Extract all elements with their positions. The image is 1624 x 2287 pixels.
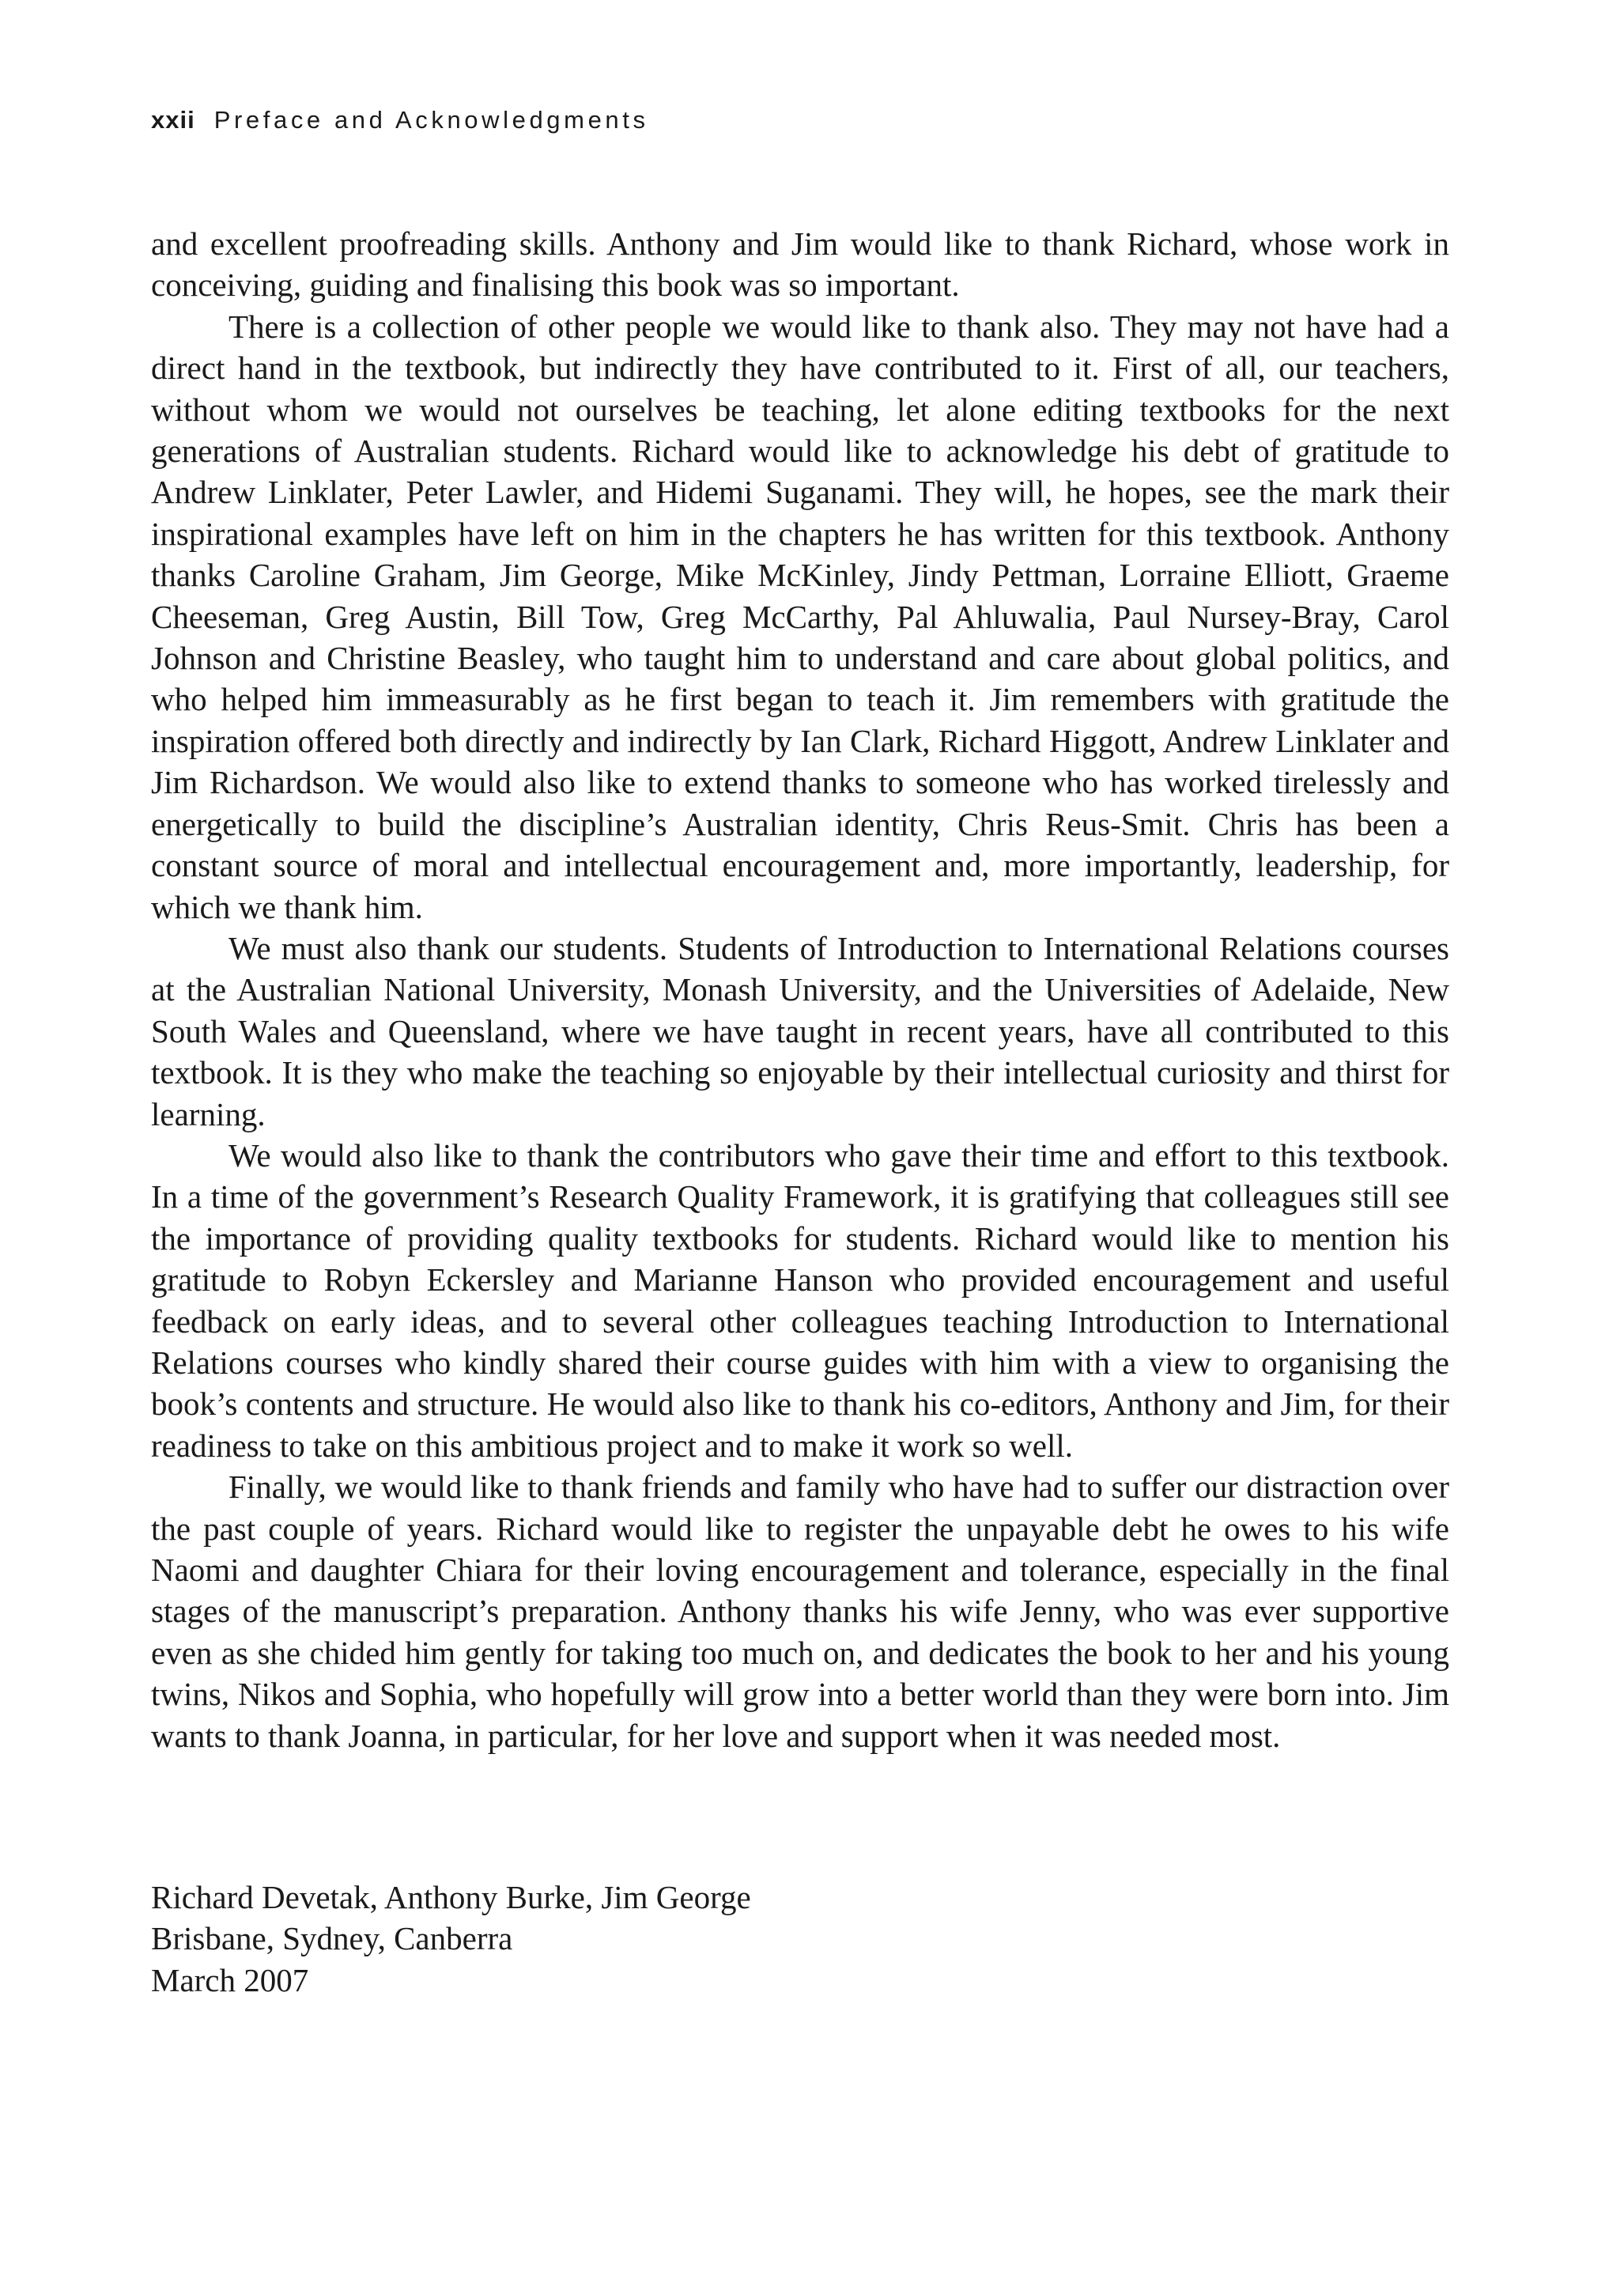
paragraph: Finally, we would like to thank friends and family who have had to suffer our distraction over the past couple of years. Richard would like to register the unpayable debt he owes to his wife Naomi and daughter Chiara for their loving encouragement and tolerance, especially in the final stages of the manuscript’s preparation. Anthony thanks his wife Jenny, who was ever supportive even as she chided him gently for taking too much on, and dedicates the book to her and his young twins, Nikos and Sophia, who hopefully will grow into a better world than they were born into. Jim wants to thank Joanna, in particular, for her love and support when it was needed most. [151,1469,1449,1754]
signoff [151,1877,751,2001]
signoff-authors: Richard Devetak, Anthony Burke, Jim George [151,1879,751,1915]
page-number: xxii [151,106,195,134]
running-title: Preface and Acknowledgments [213,106,649,134]
signoff-date: March 2007 [151,1961,309,1998]
paragraph-continued: and excellent proofreading skills. Anthony and Jim would like to thank Richard, whose work in conceiving, guiding and finalising this book was so important. [151,225,1449,304]
paragraph: We would also like to thank the contributors who gave their time and effort to this textbook. In a time of the government’s Research Quality Framework, it is gratifying that colleagues still see the importance of providing quality textbooks for students. Richard would like to mention his gratitude to Robyn Eckersley and Marianne Hanson who provided encouragement and useful feedback on early ideas, and to several other colleagues teaching Introduction to International Relations courses who kindly shared their course guides with him with a view to organising the book’s contents and structure. He would also like to thank his co-editors, Anthony and Jim, for their readiness to take on this ambitious project and to make it work so well. [151,1136,1449,1464]
paragraph: We must also thank our students. Students of Introduction to International Relations courses at the Australian National University, Monash University, and the Universities of Adelaide, New South Wales and Queensland, where we have taught in recent years, have all contributed to this textbook. It is they who make the teaching so enjoyable by their intellectual curiosity and thirst for learning. [151,929,1449,1132]
body-text [151,223,1449,1756]
signoff-places: Brisbane, Sydney, Canberra [151,1920,513,1957]
running-head [151,108,649,132]
paragraph: There is a collection of other people we would like to thank also. They may not have had a direct hand in the textbook, but indirectly they have contributed to it. First of all, our teachers, without whom we would not ourselves be teaching, let alone editing textbooks for the next generations of Australian students. Richard would like to acknowledge his debt of gratitude to Andrew Linklater, Peter Lawler, and Hidemi Suganami. They will, he hopes, see the mark their inspirational examples have left on him in the chapters he has written for this textbook. Anthony thanks Caroline Graham, Jim George, Mike McKinley, Jindy Pettman, Lorraine Elliott, Graeme Cheeseman, Greg Austin, Bill Tow, Greg McCarthy, Pal Ahluwalia, Paul Nursey-Bray, Carol Johnson and Christine Beasley, who taught him to understand and care about global politics, and who helped him immeasurably as he first began to teach it. Jim remembers with gratitude the inspiration offered both directly and indirectly by Ian Clark, Richard Higgott, Andrew Linklater and Jim Richardson. We would also like to extend thanks to someone who has worked tirelessly and energetically to build the discipline’s Australian identity, Chris Reus-Smit. Chris has been a constant source of moral and intellectual encouragement and, more importantly, leadership, for which we thank him. [151,308,1449,925]
